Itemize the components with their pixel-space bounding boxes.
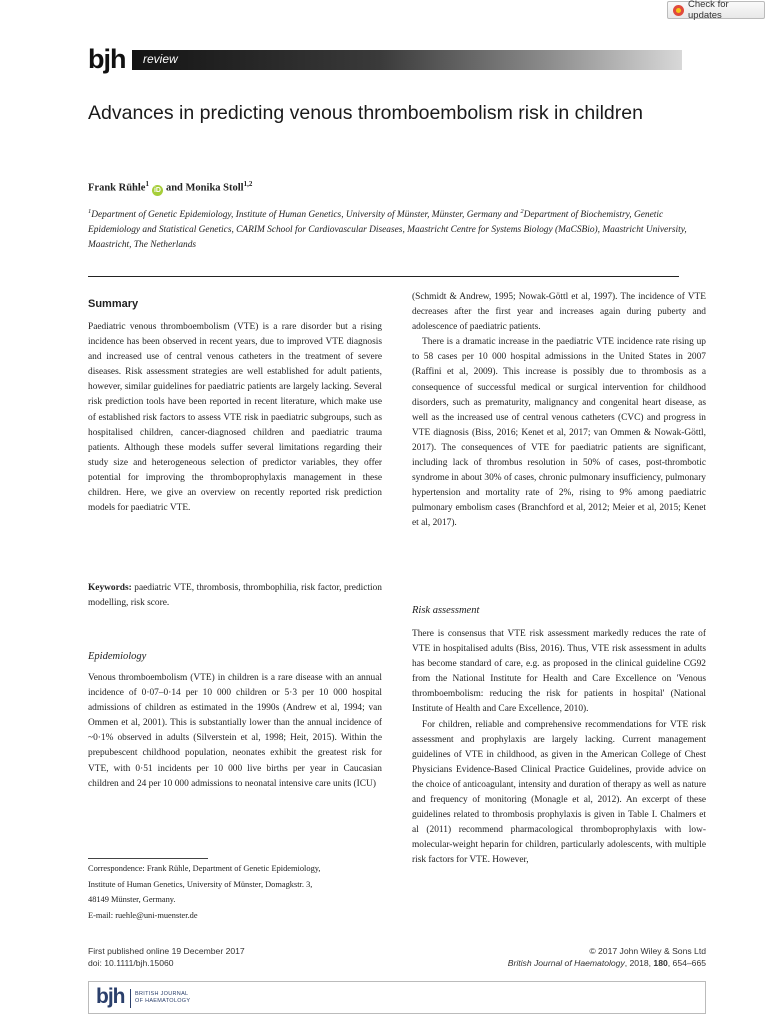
copyright: © 2017 John Wiley & Sons Ltd xyxy=(589,946,706,956)
author-name: and Monika Stoll xyxy=(165,182,244,194)
published-date: First published online 19 December 2017 xyxy=(88,946,245,956)
crossmark-icon xyxy=(673,5,684,16)
risk-assessment-heading: Risk assessment xyxy=(412,605,480,616)
journal-name: British Journal of Haematology xyxy=(507,958,625,968)
epidemiology-text xyxy=(88,671,382,792)
affil-text: Department of Biochemistry, Genetic Epidemiology and Statistical Genetics, CARIM School for Cardiovascular Diseases, Maastricht Centre for Systems Biology (MaCSBio), Maastricht University, Maastricht, The Netherlands xyxy=(88,210,687,251)
author-affil-sup: 1 xyxy=(145,180,149,188)
article-title: Advances in predicting venous thromboembolism risk in children xyxy=(88,102,643,124)
correspondence xyxy=(88,861,382,923)
keywords-label: Keywords: xyxy=(88,583,132,593)
journal-logo: bjh xyxy=(88,44,126,74)
footer-journal-line: OF HAEMATOLOGY xyxy=(135,998,191,1004)
section-bar xyxy=(132,50,682,70)
affil-text: Department of Genetic Epidemiology, Institute of Human Genetics, University of Münster, Münster, Germany and xyxy=(91,210,521,221)
correspondence-line: Correspondence: Frank Rühle, Department of Genetic Epidemiology, xyxy=(88,864,321,873)
citation-pages: , 654–665 xyxy=(667,958,706,968)
correspondence-email[interactable]: E-mail: ruehle@uni-muenster.de xyxy=(88,910,198,920)
doi[interactable]: doi: 10.1111/bjh.15060 xyxy=(88,958,174,968)
epidemiology-paragraph: Venous thromboembolism (VTE) in children is a rare disease with an annual incidence of 0·07–0·14 per 10 000 children or 5·3 per 10 000 hospital admissions of children as estimated in the 1990s (Andrew et al, 1994; van Ommen et al, 2001). This is substantially lower than the annual incidence of ~0·1% observed in adults (Silverstein et al, 1998; Heit, 2015). Within the prepubescent childhood population, neonates exhibit the greatest risk for VTE, with 0·51 incidents per 10 000 live births per year in Caucasian children and 24 per 10 000 admissions to neonatal intensive care units (ICU) xyxy=(88,673,382,789)
keywords xyxy=(88,581,382,611)
summary-heading: Summary xyxy=(88,298,139,310)
right-column-top xyxy=(412,290,706,532)
header-divider xyxy=(88,276,679,277)
footer-journal-line: BRITISH JOURNAL xyxy=(135,991,189,997)
paragraph: (Schmidt & Andrew, 1995; Nowak-Göttl et al, 1997). The incidence of VTE decreases after the first year and increases again during puberty and adolescence of paediatric patients. xyxy=(412,292,706,333)
keywords-text: paediatric VTE, thrombosis, thrombophilia, risk factor, prediction modelling, risk score. xyxy=(88,583,382,609)
author-affil-sup: 1,2 xyxy=(243,180,253,188)
affiliations xyxy=(88,204,688,253)
correspondence-line: 48149 Münster, Germany. xyxy=(88,895,176,904)
orcid-icon[interactable]: iD xyxy=(153,186,161,194)
check-for-updates-button[interactable] xyxy=(667,1,765,19)
summary-text xyxy=(88,320,382,516)
paragraph: There is consensus that VTE risk assessment markedly reduces the rate of VTE in hospitalised adults (Biss, 2016). Thus, VTE risk assessment in adults has become standard of care, e.g. as proposed in the clinical guideline CG92 from the National Institute for Health and Care Excellence on 'Venous thromboembolism: reducing the risk for patients in hospital' (National Institute of Health and Care Excellence, 2010). xyxy=(412,629,706,715)
paragraph: For children, reliable and comprehensive recommendations for VTE risk assessment and prophylaxis are largely lacking. Current management guidelines of VTE in childhood, as given in the American College of Chest Physicians Evidence-Based Clinical Practice Guidelines, provide advice on the choice of anticoagulant, intensity and duration of therapy as well as nature and frequency of monitoring (Monagle et al, 2012). An excerpt of these guidelines related to thrombosis prophylaxis is given in Table I. Chalmers et al (2011) recommend pharmacological thromboprophylaxis with low-molecular-weight heparin for children, particularly adolescents, with multiple risk factors for VTE. However, xyxy=(412,719,706,866)
affil-sup: 1 xyxy=(88,208,92,215)
citation xyxy=(508,957,706,969)
footer-logo: bjh xyxy=(96,985,125,1008)
summary-paragraph: Paediatric venous thromboembolism (VTE) is a rare disorder but a rising incidence has been observed in recent years, due to improved VTE diagnosis and increased use of central venous catheters in the treatment of severe diseases. Risk assessment strategies are well established for adult patients, however, similar guidelines for paediatric patients are largely lacking. Several risk prediction tools have been reported in recent literature, which make use of established risk factors to assess VTE risk in paediatric subgroups, such as hospitalised children, cancer-diagnosed children and paediatric trauma patients. Although these models suffer several limitations regarding their study size and heterogeneous selection of predictor variables, they offer potential for improving the thromboprophylaxis management in these children. Here, we give an overview on recently reported risk prediction models for paediatric VTE. xyxy=(88,322,382,514)
right-column-bottom xyxy=(412,627,706,869)
citation-info xyxy=(508,945,706,969)
footer-logo-divider xyxy=(130,989,131,1008)
citation-year: , 2018, xyxy=(624,958,654,968)
publication-info xyxy=(88,945,245,969)
affil-sup: 2 xyxy=(520,208,524,215)
citation-volume: 180 xyxy=(653,958,668,968)
correspondence-rule xyxy=(88,858,208,859)
correspondence-line: Institute of Human Genetics, University of Münster, Domagkstr. 3, xyxy=(88,879,313,889)
footer-journal-name xyxy=(135,991,190,1005)
paragraph: There is a dramatic increase in the paediatric VTE incidence rate rising up to 58 cases per 10 000 hospital admissions in the United States in 2007 (Raffini et al, 2009). This increase is possibly due to thrombosis as a consequence of successful medical or surgical intervention for childhood disorders, such as prematurity, malignancy and congenital heart disease, as well as the increased use of central venous catheters (CVC) and progress in VTE diagnosis (Biss, 2016; Kenet et al, 2017; van Ommen & Nowak-Göttl, 2017). The consequences of VTE for paediatric patients are significant, including lack of thrombus resolution in 50% of cases, post-thrombotic syndrome in about 30% of cases, chronic pulmonary insufficiency, pulmonary hypertension and mortality rate of 2%, rising to 9% among paediatric pulmonary embolism cases (Branchford et al, 2012; Meier et al, 2015; Kenet et al, 2017). xyxy=(412,337,706,529)
epidemiology-heading: Epidemiology xyxy=(88,651,147,662)
author-name: Frank Rühle xyxy=(88,182,146,194)
section-label: review xyxy=(143,52,178,66)
author-list xyxy=(88,180,252,196)
check-for-updates-label: Check for updates xyxy=(688,0,729,21)
